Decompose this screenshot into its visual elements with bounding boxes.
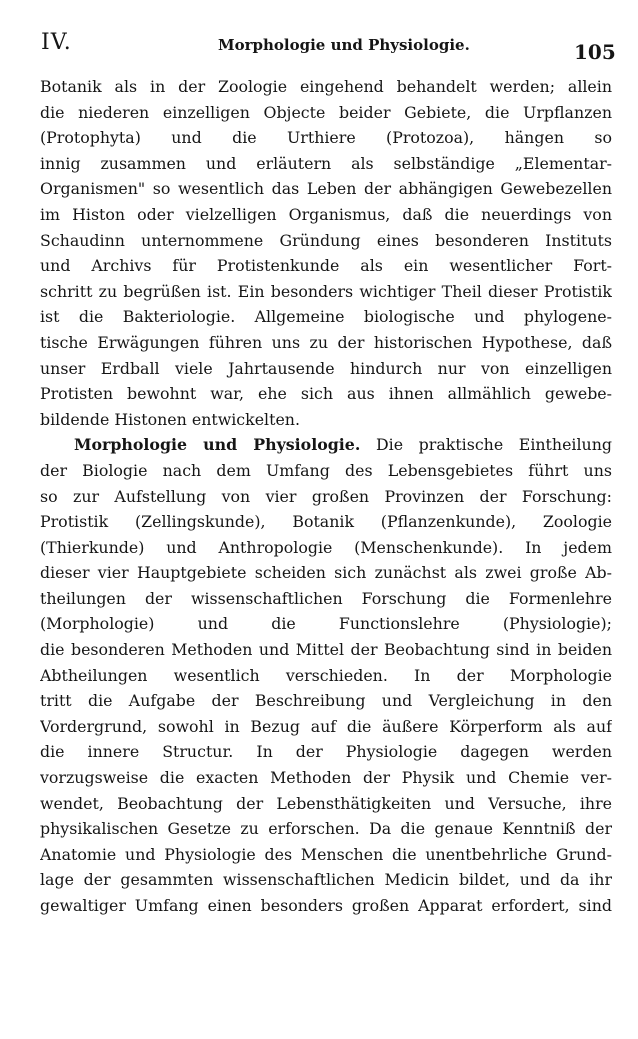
text-line: im Histon oder vielzelligen Organismus, daß die neuerdings von (40, 204, 612, 224)
text-line: die niederen einzelligen Objecte beider Gebiete, die Urpflanzen (40, 102, 612, 122)
text-line: innig zusammen und erläutern als selbständige „Elementar- (40, 153, 612, 173)
text-line: die innere Structur. In der Physiologie dagegen werden (40, 742, 612, 762)
paragraph-morphology-physiology (40, 432, 612, 918)
section-heading: Morphologie und Physiologie. (74, 435, 361, 455)
text-line: wendet, Beobachtung der Lebensthätigkeiten und Versuche, ihre (40, 793, 612, 813)
text-line: Anatomie und Physiologie des Menschen die unentbehrliche Grund- (40, 844, 612, 864)
text-line: theilungen der wissenschaftlichen Forschung die Formenlehre (40, 588, 612, 608)
text-line: tische Erwägungen führen uns zu der historischen Hypothese, daß (40, 332, 612, 352)
text-line: (Thierkunde) und Anthropologie (Menschenkunde). In jedem (40, 537, 612, 557)
text-line: (Protophyta) und die Urthiere (Protozoa), hängen so (40, 128, 612, 148)
text-line: Organismen" so wesentlich das Leben der abhängigen Gewebezellen (40, 179, 612, 199)
text-line: tritt die Aufgabe der Beschreibung und Vergleichung in den (40, 691, 612, 711)
text-line: die besonderen Methoden und Mittel der Beobachtung sind in beiden (40, 640, 612, 660)
text-line: vorzugsweise die exacten Methoden der Physik und Chemie ver- (40, 768, 612, 788)
page-header (0, 0, 638, 64)
paragraph-protists (40, 74, 612, 432)
page-number: 105 (574, 40, 616, 64)
text-line: und Archivs für Protistenkunde als ein wesentlicher Fort- (40, 256, 612, 276)
text-fragment: Die praktische Eintheilung (375, 435, 612, 455)
running-title: Morphologie und Physiologie. (218, 36, 470, 54)
text-line: bildende Histonen entwickelten. (40, 409, 301, 429)
text-line: Protisten bewohnt war, ehe sich aus ihnen allmählich gewebe- (40, 384, 612, 404)
text-line: unser Erdball viele Jahrtausende hindurch nur von einzelligen (40, 358, 612, 378)
text-line: Schaudinn unternommene Gründung eines besonderen Instituts (40, 230, 612, 250)
text-line: dieser vier Hauptgebiete scheiden sich zunächst als zwei große Ab- (40, 563, 612, 583)
body-text (40, 74, 612, 919)
text-line: Protistik (Zellingskunde), Botanik (Pflanzenkunde), Zoologie (40, 512, 612, 532)
text-line: schritt zu begrüßen ist. Ein besonders wichtiger Theil dieser Protistik (40, 281, 612, 301)
text-line: lage der gesammten wissenschaftlichen Medicin bildet, und da ihr (40, 870, 612, 890)
text-line: Vordergrund, sowohl in Bezug auf die äußere Körperform als auf (40, 716, 612, 736)
text-line: (Morphologie) und die Functionslehre (Physiologie); (40, 614, 612, 634)
text-line: ist die Bakteriologie. Allgemeine biologische und phylogene- (40, 307, 612, 327)
text-line: gewaltiger Umfang einen besonders großen Apparat erfordert, sind (40, 896, 612, 915)
paragraph-first-line (40, 432, 612, 458)
text-line: Abtheilungen wesentlich verschieden. In der Morphologie (40, 665, 612, 685)
text-line: so zur Aufstellung von vier großen Provinzen der Forschung: (40, 486, 612, 506)
chapter-number: IV. (41, 30, 72, 55)
text-line: der Biologie nach dem Umfang des Lebensgebietes führt uns (40, 460, 612, 480)
text-line: physikalischen Gesetze zu erforschen. Da die genaue Kenntniß der (40, 819, 612, 839)
text-line: Botanik als in der Zoologie eingehend behandelt werden; allein (40, 77, 612, 96)
